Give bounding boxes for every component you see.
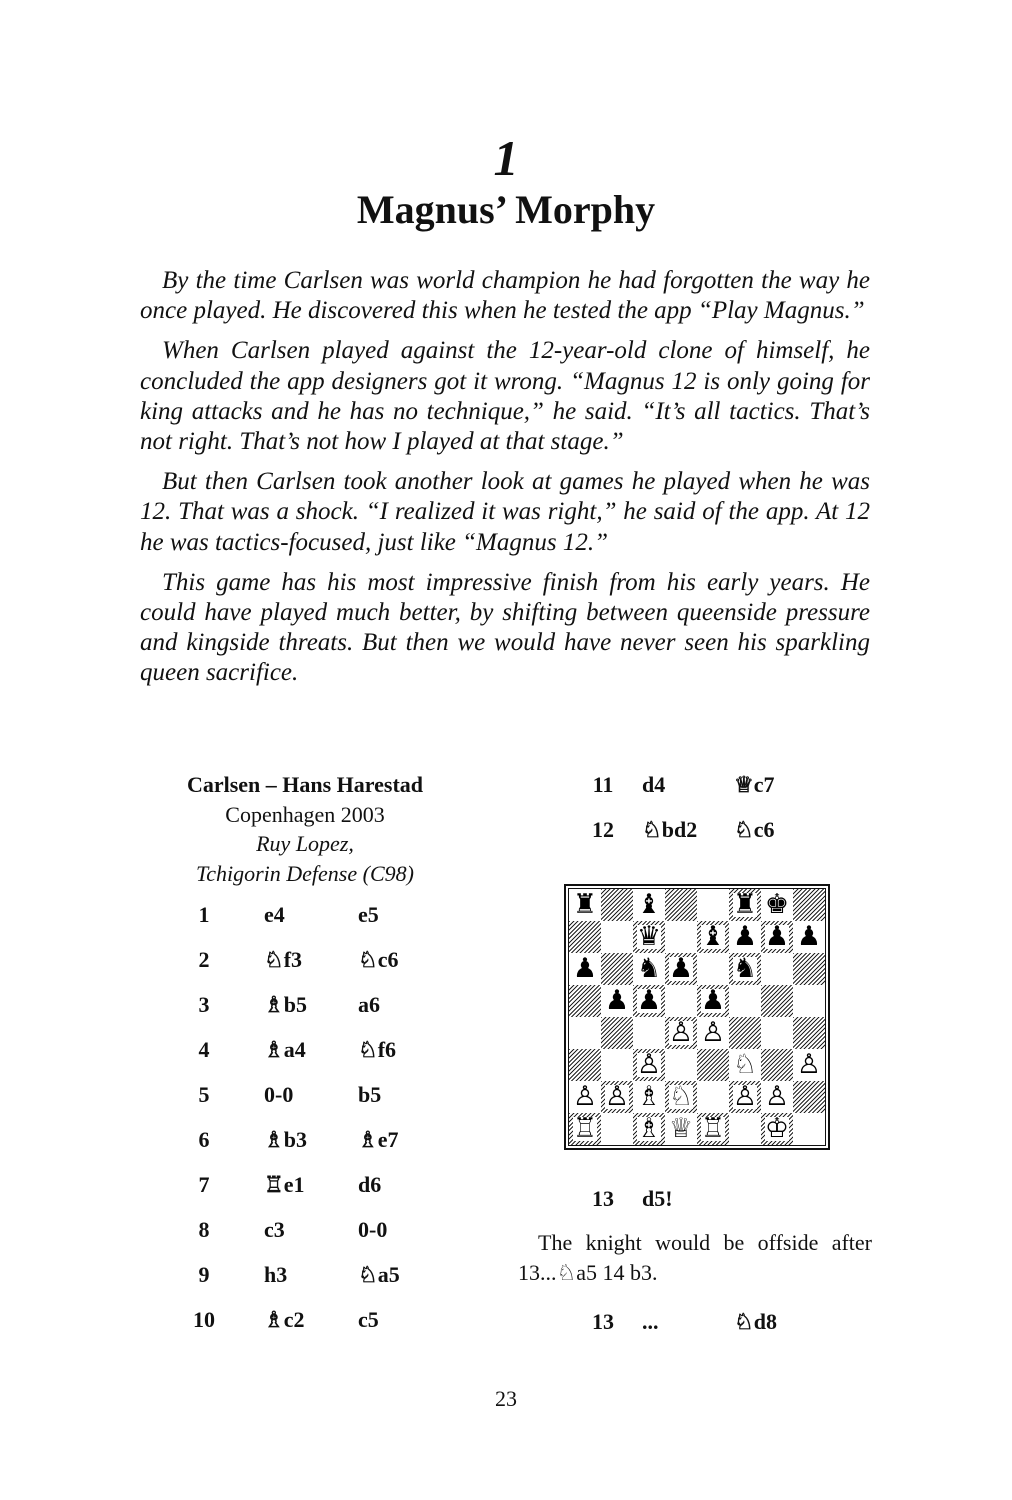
move-number: 7 xyxy=(198,1172,210,1197)
intro-paragraph: This game has his most impressive finish from his early years. He could have played much better, by shifting between queenside pressure and kingside threats. But then we would have never seen his sparkling queen sacrifice. xyxy=(140,568,870,687)
white-rook-icon: ♖ xyxy=(700,1113,726,1144)
move-row xyxy=(150,1080,470,1110)
white-move: ♖e1 xyxy=(264,1172,305,1197)
board-square xyxy=(665,921,697,953)
board-square xyxy=(569,889,601,921)
game-players: Carlsen – Hans Harestad xyxy=(186,772,424,797)
board-square xyxy=(729,1017,761,1049)
move-row xyxy=(150,1215,470,1245)
move-number: 10 xyxy=(193,1307,215,1332)
board-square xyxy=(793,1049,825,1081)
black-move: e5 xyxy=(358,902,379,927)
board-square xyxy=(601,1017,633,1049)
white-pawn-icon: ♙ xyxy=(796,1049,822,1080)
board-square xyxy=(793,889,825,921)
intro-paragraph: By the time Carlsen was world champion he had forgotten the way he once played. He discovered this when he tested the app “Play Magnus.” xyxy=(140,267,870,325)
chess-board xyxy=(568,888,826,1146)
white-rook-icon: ♖ xyxy=(572,1113,598,1144)
board-square xyxy=(793,1113,825,1145)
move-number: 4 xyxy=(198,1037,210,1062)
white-bishop-icon: ♗ xyxy=(636,1081,662,1112)
white-knight-icon: ♘ xyxy=(732,1049,758,1080)
white-move: h3 xyxy=(264,1262,288,1287)
board-square xyxy=(569,1113,601,1145)
board-square xyxy=(633,1113,665,1145)
black-pawn-icon: ♟ xyxy=(572,953,598,984)
white-move: e4 xyxy=(264,902,285,927)
white-move: ♗b5 xyxy=(264,992,307,1017)
board-square xyxy=(569,985,601,1017)
black-move: 0-0 xyxy=(358,1217,388,1242)
board-square xyxy=(697,953,729,985)
white-move: ♗b3 xyxy=(264,1127,307,1152)
black-pawn-icon: ♟ xyxy=(636,985,662,1016)
board-square xyxy=(793,953,825,985)
white-move: d5! xyxy=(642,1186,673,1211)
board-square xyxy=(665,889,697,921)
board-square xyxy=(729,953,761,985)
board-square xyxy=(697,921,729,953)
chapter-number: 1 xyxy=(493,130,519,186)
board-square xyxy=(761,921,793,953)
board-square xyxy=(793,1017,825,1049)
move-row xyxy=(150,1035,470,1065)
black-pawn-icon: ♟ xyxy=(796,921,822,952)
move-number: 5 xyxy=(198,1082,210,1107)
chess-diagram xyxy=(564,884,830,1150)
board-square xyxy=(569,1081,601,1113)
board-square xyxy=(665,953,697,985)
board-square xyxy=(761,985,793,1017)
white-pawn-icon: ♙ xyxy=(636,1049,662,1080)
board-square xyxy=(569,921,601,953)
annotation-note: The knight would be offside after 13...♘a5 14 b3. xyxy=(518,1230,872,1285)
move-number: 1 xyxy=(198,902,210,927)
board-square xyxy=(665,985,697,1017)
black-move: ♘c6 xyxy=(358,947,399,972)
black-move: d6 xyxy=(358,1172,382,1197)
board-square xyxy=(633,953,665,985)
board-square xyxy=(793,985,825,1017)
board-square xyxy=(697,1049,729,1081)
intro-paragraph: But then Carlsen took another look at games he played when he was 12. That was a shock. “I realized it was right,” he said of the app. At 12 he was tactics-focused, just like “Magnus 12.” xyxy=(140,468,870,556)
white-move: ♘f3 xyxy=(264,947,303,972)
white-pawn-icon: ♙ xyxy=(700,1017,726,1048)
board-square xyxy=(633,921,665,953)
move-row xyxy=(516,770,876,800)
board-square xyxy=(697,1113,729,1145)
move-number: 2 xyxy=(198,947,210,972)
black-king-icon: ♚ xyxy=(764,889,790,920)
white-move: c3 xyxy=(264,1217,285,1242)
move-number: 12 xyxy=(592,817,614,842)
white-pawn-icon: ♙ xyxy=(668,1017,694,1048)
black-rook-icon: ♜ xyxy=(732,889,758,920)
board-square xyxy=(633,1017,665,1049)
white-knight-icon: ♘ xyxy=(668,1081,694,1112)
black-pawn-icon: ♟ xyxy=(764,921,790,952)
board-square xyxy=(569,1049,601,1081)
move-row xyxy=(150,1305,470,1335)
black-move: ♘d8 xyxy=(734,1309,777,1334)
black-move: a6 xyxy=(358,992,380,1017)
white-move: ♘bd2 xyxy=(642,817,698,842)
black-bishop-icon: ♝ xyxy=(700,921,726,952)
board-square xyxy=(569,953,601,985)
black-knight-icon: ♞ xyxy=(636,953,662,984)
move-row xyxy=(150,1260,470,1290)
black-queen-icon: ♛ xyxy=(636,921,662,952)
board-square xyxy=(665,1017,697,1049)
intro-text xyxy=(140,266,870,699)
board-square xyxy=(729,921,761,953)
move-row xyxy=(516,1184,876,1214)
board-square xyxy=(633,889,665,921)
white-king-icon: ♔ xyxy=(764,1113,790,1144)
move-number: 8 xyxy=(198,1217,210,1242)
page-number: 23 xyxy=(495,1386,517,1411)
white-pawn-icon: ♙ xyxy=(764,1081,790,1112)
black-move: ♘a5 xyxy=(358,1262,400,1287)
board-square xyxy=(697,985,729,1017)
board-square xyxy=(729,1081,761,1113)
chapter-title: Magnus’ Morphy xyxy=(356,187,656,232)
board-square xyxy=(697,1081,729,1113)
board-square xyxy=(665,1081,697,1113)
black-pawn-icon: ♟ xyxy=(700,985,726,1016)
board-square xyxy=(761,1049,793,1081)
white-pawn-icon: ♙ xyxy=(732,1081,758,1112)
move-row xyxy=(516,815,876,845)
white-move: ♗c2 xyxy=(264,1307,305,1332)
black-pawn-icon: ♟ xyxy=(604,985,630,1016)
move-number: 6 xyxy=(198,1127,210,1152)
board-square xyxy=(601,1049,633,1081)
white-pawn-icon: ♙ xyxy=(604,1081,630,1112)
black-bishop-icon: ♝ xyxy=(636,889,662,920)
move-row xyxy=(150,900,470,930)
board-square xyxy=(665,1113,697,1145)
black-move: ♘c6 xyxy=(734,817,775,842)
black-pawn-icon: ♟ xyxy=(732,921,758,952)
board-square xyxy=(601,921,633,953)
board-square xyxy=(761,1017,793,1049)
move-number: 3 xyxy=(198,992,210,1017)
board-square xyxy=(601,953,633,985)
black-move: c5 xyxy=(358,1307,379,1332)
white-move: ... xyxy=(642,1309,659,1334)
board-square xyxy=(697,1017,729,1049)
board-square xyxy=(569,1017,601,1049)
move-row xyxy=(150,990,470,1020)
board-square xyxy=(729,1049,761,1081)
board-square xyxy=(761,889,793,921)
black-rook-icon: ♜ xyxy=(572,889,598,920)
board-square xyxy=(633,1081,665,1113)
game-header xyxy=(150,770,460,888)
board-square xyxy=(793,1081,825,1113)
game-opening: Ruy Lopez, xyxy=(256,831,354,856)
black-move: ♗e7 xyxy=(358,1127,399,1152)
white-move: d4 xyxy=(642,772,666,797)
white-bishop-icon: ♗ xyxy=(636,1113,662,1144)
move-row xyxy=(150,1125,470,1155)
black-knight-icon: ♞ xyxy=(732,953,758,984)
game-column-left xyxy=(150,770,460,1332)
white-move: ♗a4 xyxy=(264,1037,306,1062)
board-square xyxy=(761,953,793,985)
black-move: ♘f6 xyxy=(358,1037,397,1062)
board-square xyxy=(761,1081,793,1113)
white-move: 0-0 xyxy=(264,1082,294,1107)
move-row xyxy=(150,1170,470,1200)
move-number: 13 xyxy=(592,1309,614,1334)
board-square xyxy=(601,1113,633,1145)
board-square xyxy=(729,889,761,921)
move-number: 11 xyxy=(592,772,614,797)
move-number: 9 xyxy=(198,1262,210,1287)
move-number: 13 xyxy=(592,1186,614,1211)
game-opening-variation: Tchigorin Defense (C98) xyxy=(196,860,414,886)
board-square xyxy=(601,889,633,921)
black-move: b5 xyxy=(358,1082,382,1107)
board-square xyxy=(601,985,633,1017)
game-event: Copenhagen 2003 xyxy=(225,801,385,827)
black-move: ♕c7 xyxy=(734,772,775,797)
board-square xyxy=(633,1049,665,1081)
board-square xyxy=(697,889,729,921)
white-queen-icon: ♕ xyxy=(668,1113,694,1144)
board-square xyxy=(729,1113,761,1145)
board-square xyxy=(633,985,665,1017)
board-square xyxy=(601,1081,633,1113)
board-square xyxy=(729,985,761,1017)
white-pawn-icon: ♙ xyxy=(572,1081,598,1112)
board-square xyxy=(665,1049,697,1081)
move-row xyxy=(150,945,470,975)
intro-paragraph: When Carlsen played against the 12-year-old clone of himself, he concluded the app designers got it wrong. “Magnus 12 is only going for king attacks and he has no technique,” he said. “It’s all tactics. That’s not right. That’s not how I played at that stage.” xyxy=(140,337,870,456)
board-square xyxy=(761,1113,793,1145)
move-row xyxy=(516,1307,876,1337)
black-pawn-icon: ♟ xyxy=(668,953,694,984)
board-square xyxy=(793,921,825,953)
